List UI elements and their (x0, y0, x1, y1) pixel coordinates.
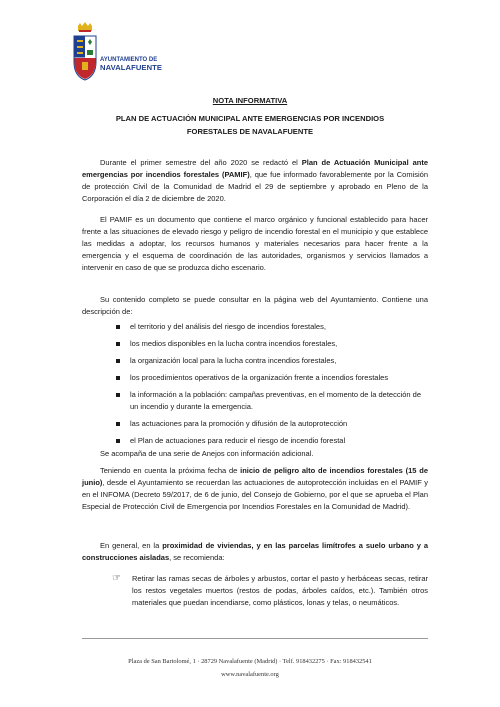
paragraph-annexes: Se acompaña de una serie de Anejos con información adicional. (100, 449, 314, 458)
list-item-text: el Plan de actuaciones para reducir el riesgo de incendio forestal (130, 436, 346, 445)
paragraph-general-text: En general, en la (100, 541, 163, 550)
bullet-square-icon (116, 342, 120, 346)
paragraph-risk-text-end: , desde el Ayuntamiento se recuerdan las actuaciones de autoprotección incluidas en el PAMIF y en el INFOMA (Decreto 59/2017, de 6 de junio, del Consejo de Gobierno, por el que se aprueba el Plan Especial de Protección Civil de Emergencia por Incendios Forestales en la Comunidad de Madrid). (82, 478, 428, 511)
document-subject: NOTA INFORMATIVA (212, 96, 288, 105)
recommendation-item (112, 573, 428, 609)
document-title: PLAN DE ACTUACIÓN MUNICIPAL ANTE EMERGENCIAS POR INCENDIOS FORESTALES DE NAVALAFUENTE (115, 114, 385, 136)
list-item-text: el territorio y del análisis del riesgo de incendios forestales, (130, 322, 326, 331)
plan-name-bold: Plan de Actuación Municipal ante emergencias por incendios forestales (PAMIF) (82, 158, 428, 179)
list-item (116, 389, 428, 413)
paragraph-general (82, 540, 428, 564)
bullet-square-icon (116, 359, 120, 363)
paragraph-risk-period (82, 465, 428, 513)
list-item-text: la información a la población: campañas preventivas, en el momento de la detección de un incendio y durante la emergencia. (130, 390, 422, 411)
list-item-text: los medios disponibles en la lucha contra incendios forestales, (130, 339, 338, 348)
paragraph-risk-text: Teniendo en cuenta la próxima fecha de (100, 466, 241, 475)
list-item (116, 372, 428, 384)
bullet-square-icon (116, 393, 120, 397)
footer-divider (82, 638, 428, 639)
pointing-hand-icon: ☞ (112, 573, 121, 584)
proximity-bold: proximidad de viviendas, y en las parcelas limítrofes a suelo urbano y a construcciones aisladas (82, 541, 428, 562)
bullet-square-icon (116, 439, 120, 443)
coat-of-arms-icon (70, 22, 100, 88)
bullet-square-icon (116, 325, 120, 329)
footer-website: www.navalafuente.org (221, 671, 279, 678)
bullet-square-icon (116, 376, 120, 380)
list-item-text: las actuaciones para la promoción y difusión de la autoprotección (130, 419, 348, 428)
list-item-text: los procedimientos operativos de la organización frente a incendios forestales (130, 373, 389, 382)
paragraph-intro-text: Durante el primer semestre del año 2020 se redactó el (100, 158, 302, 167)
list-item (116, 338, 428, 350)
organization-line2: NAVALAFUENTE (100, 63, 163, 72)
organization-line1: AYUNTAMIENTO DE (100, 57, 158, 63)
contents-list (116, 321, 428, 447)
paragraph-pamif: El PAMIF es un documento que contiene el marco orgánico y funcional establecido para hacer frente a las situaciones de elevado riesgo y peligro de incendio forestal en el municipio y que establece las medidas a adoptar, los recursos humanos y materiales necesarios para hacer frente a la emergencia y el esquema de coordinación de las autoridades, organismos y servicios llamados a intervenir en caso de que se produzca dicho escenario. (82, 215, 428, 272)
paragraph-general-text-end: , se recomienda: (169, 553, 225, 562)
list-item (116, 435, 428, 447)
list-item (116, 355, 428, 367)
paragraph-intro (82, 157, 428, 205)
list-item (116, 418, 428, 430)
organization-name (100, 56, 162, 72)
paragraph-contents: Su contenido completo se puede consultar en la página web del Ayuntamiento. Contiene una descripción de: (82, 295, 428, 316)
footer-address: Plaza de San Bartolomé, 1 · 28729 Navalafuente (Madrid) · Telf. 918432275 · Fax: 918432541 (128, 658, 372, 665)
paragraph-intro-text-end: , que fue informado favorablemente por la Comisión de protección Civil de la Comunidad de Madrid el 29 de septiembre y aprobado en Pleno de la Corporación el día 2 de diciembre de 2020. (82, 170, 428, 203)
list-item-text: la organización local para la lucha contra incendios forestales, (130, 356, 337, 365)
bullet-square-icon (116, 422, 120, 426)
recommendation-text: Retirar las ramas secas de árboles y arbustos, cortar el pasto y herbáceas secas, retirar los restos vegetales muertos (restos de podas, árboles caídos, etc.). También otros materiales que puedan incendiarse, como plásticos, lonas y telas, o neumáticos. (132, 574, 428, 607)
risk-date-bold: inicio de peligro alto de incendios forestales (15 de junio) (82, 466, 428, 487)
ayuntamiento-logo (70, 22, 170, 88)
list-item (116, 321, 428, 333)
